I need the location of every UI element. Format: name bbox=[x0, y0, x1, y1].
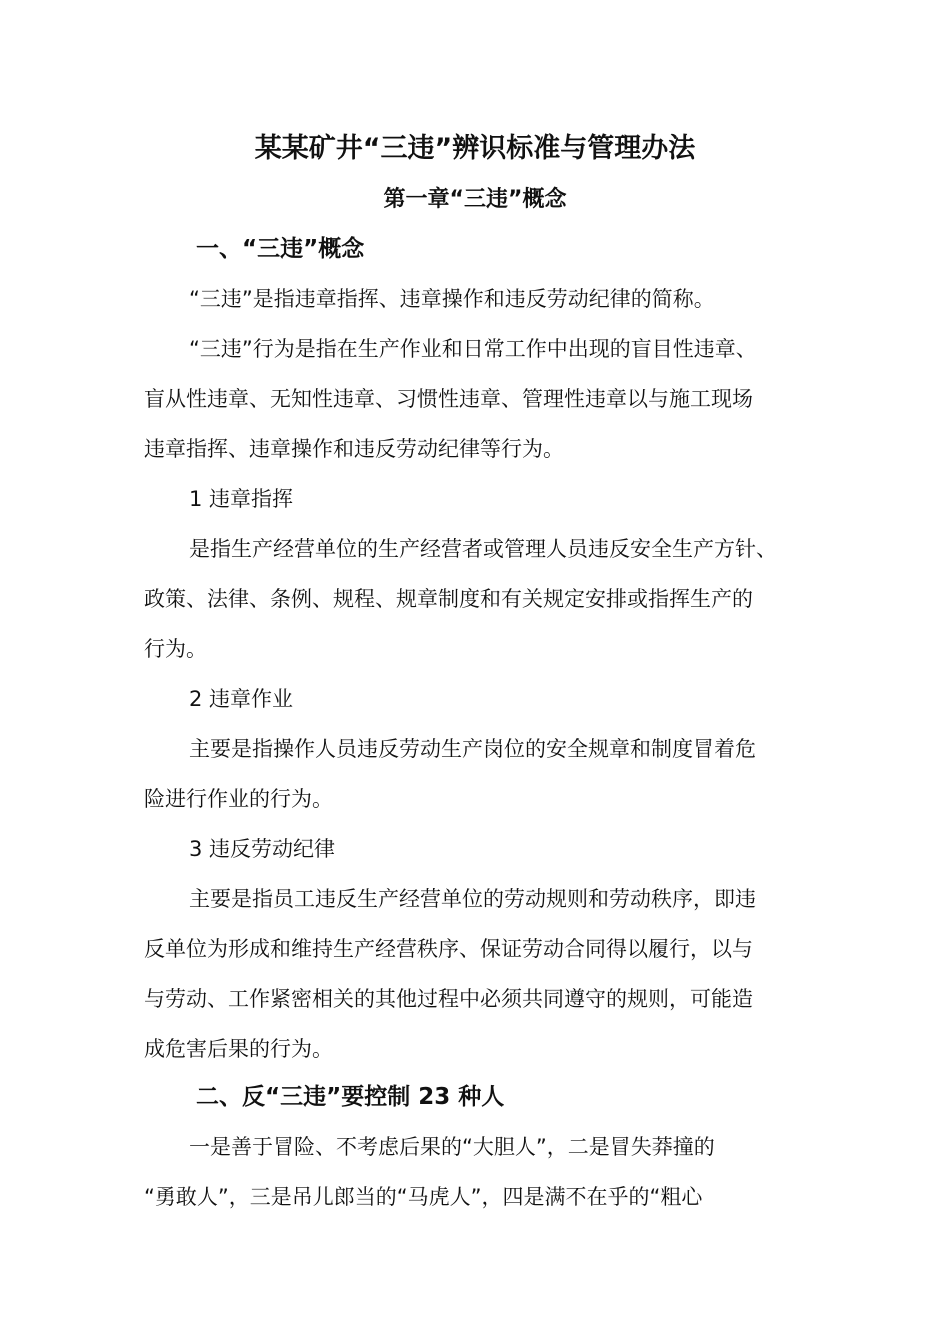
item-heading: 1 违章指挥 bbox=[189, 487, 294, 511]
paragraph-line: “三违”行为是指在生产作业和日常工作中出现的盲目性违章、 bbox=[189, 337, 757, 361]
paragraph-line: “三违”是指违章指挥、违章操作和违反劳动纪律的简称。 bbox=[189, 287, 715, 311]
document-title: 某某矿井“三违”辨识标准与管理办法 bbox=[254, 133, 696, 164]
paragraph-line: 主要是指员工违反生产经营单位的劳动规则和劳动秩序，即违 bbox=[189, 887, 756, 911]
paragraph-line: 主要是指操作人员违反劳动生产岗位的安全规章和制度冒着危 bbox=[189, 737, 756, 761]
paragraph-line: 成危害后果的行为。 bbox=[144, 1037, 333, 1061]
chapter-title: 第一章“三违”概念 bbox=[383, 187, 567, 212]
section-heading: 一、“三违”概念 bbox=[196, 236, 365, 262]
item-heading: 2 违章作业 bbox=[189, 687, 294, 711]
item-heading: 3 违反劳动纪律 bbox=[189, 837, 336, 861]
paragraph-line: 违章指挥、违章操作和违反劳动纪律等行为。 bbox=[144, 437, 564, 461]
paragraph-line: 一是善于冒险、不考虑后果的“大胆人”，二是冒失莽撞的 bbox=[189, 1135, 715, 1159]
paragraph-line: 险进行作业的行为。 bbox=[144, 787, 333, 811]
paragraph-line: 与劳动、工作紧密相关的其他过程中必须共同遵守的规则，可能造 bbox=[144, 987, 753, 1011]
paragraph-line: 政策、法律、条例、规程、规章制度和有关规定安排或指挥生产的 bbox=[144, 587, 753, 611]
paragraph-line: 反单位为形成和维持生产经营秩序、保证劳动合同得以履行，以与 bbox=[144, 937, 753, 961]
paragraph-line: 行为。 bbox=[144, 637, 207, 661]
section-heading: 二、反“三违”要控制 23 种人 bbox=[196, 1084, 505, 1110]
paragraph-line: “勇敢人”，三是吊儿郎当的“马虎人”，四是满不在乎的“粗心 bbox=[144, 1185, 703, 1209]
paragraph-line: 是指生产经营单位的生产经营者或管理人员违反安全生产方针、 bbox=[189, 537, 777, 561]
paragraph-line: 盲从性违章、无知性违章、习惯性违章、管理性违章以与施工现场 bbox=[144, 387, 753, 411]
